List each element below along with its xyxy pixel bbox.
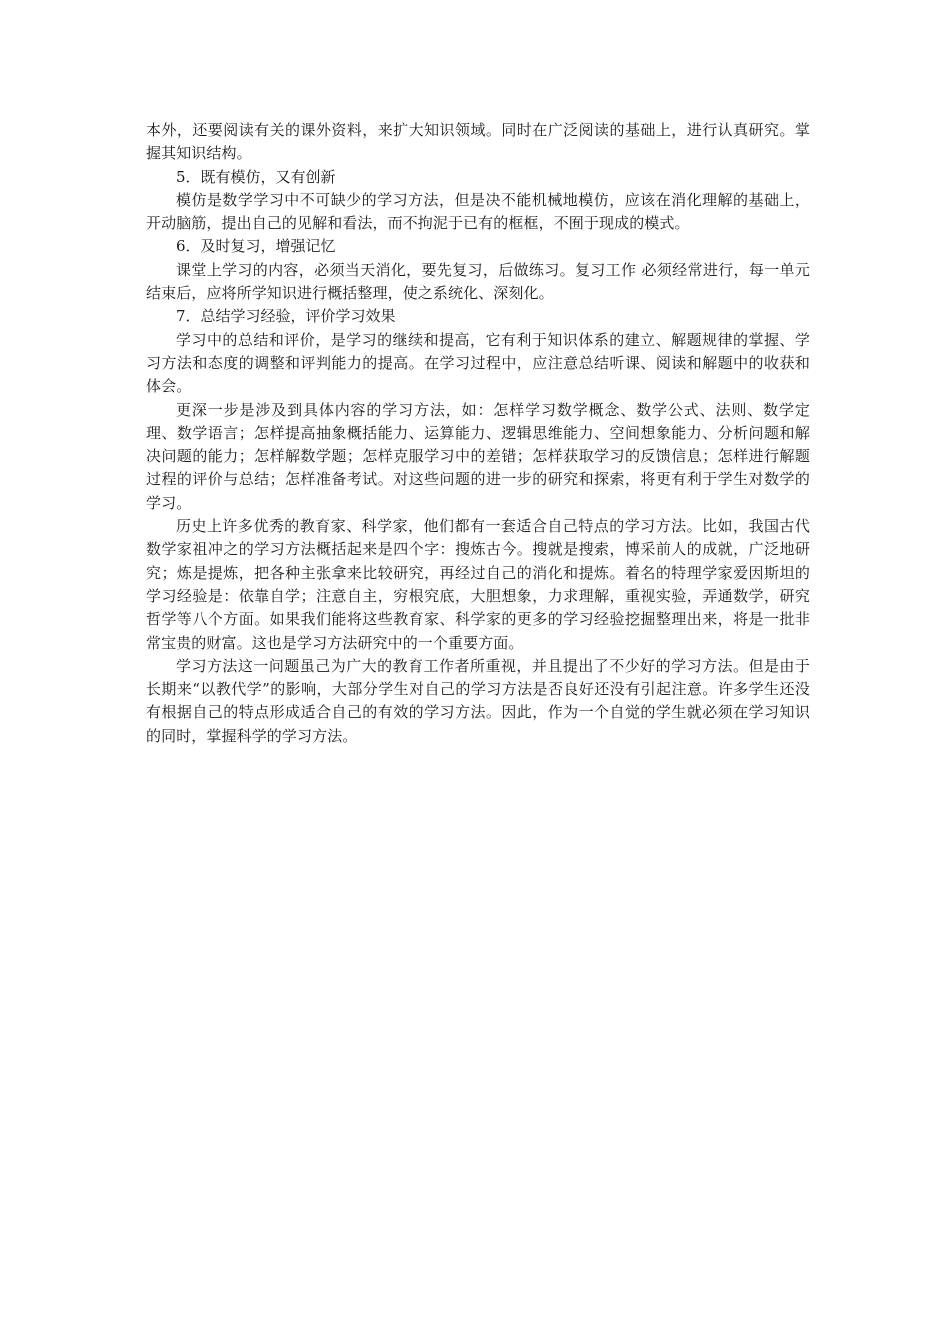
paragraph-summary: 学习中的总结和评价，是学习的继续和提高，它有利于知识体系的建立、解题规律的掌握、学习方法和态度的调整和评判能力的提高。在学习过程中，应注意总结听课、阅读和解题中的收获和体会。 [146,330,810,396]
paragraph-continued: 本外，还要阅读有关的课外资料，来扩大知识领域。同时在广泛阅读的基础上，进行认真研究。掌握其知识结构。 [146,121,810,163]
section-heading-5: 5．既有模仿，又有创新 [176,167,336,186]
paragraph-conclusion: 学习方法这一问题虽己为广大的教育工作者所重视，并且提出了不少好的学习方法。但是由于长期来“以教代学”的影响，大部分学生对自己的学习方法是否良好还没有引起注意。许多学生还没有根据自己的特点形成适合自己的有效的学习方法。因此，作为一个自觉的学生就必须在学习知识的同时，掌握科学的学习方法。 [146,656,810,745]
document-body [146,119,810,748]
section-heading-6: 6．及时复习，增强记忆 [176,237,336,256]
paragraph-imitation: 模仿是数学学习中不可缺少的学习方法，但是决不能机械地模仿，应该在消化理解的基础上，开动脑筋，提出自己的见解和看法，而不拘泥于已有的框框，不囿于现成的模式。 [146,190,810,233]
paragraph-history: 历史上许多优秀的教育家、科学家，他们都有一套适合自己特点的学习方法。比如，我国古代数学家祖冲之的学习方法概括起来是四个字：搜炼古今。搜就是搜索，博采前人的成就，广泛地研究；炼是提炼，把各种主张拿来比较研究，再经过自己的消化和提炼。着名的特理学家爱因斯坦的学习经验是：依靠自学；注意自主，穷根究底，大胆想象，力求理解，重视实验，弄通数学，研究哲学等八个方面。如果我们能将这些教育家、科学家的更多的学习经验挖掘整理出来，将是一批非常宝贵的财富。这也是学习方法研究中的一个重要方面。 [146,517,810,652]
section-heading-7: 7．总结学习经验，评价学习效果 [176,307,396,326]
paragraph-review: 课堂上学习的内容，必须当天消化，要先复习，后做练习。复习工作 必须经常进行，每一单元结束后，应将所学知识进行概括整理，使之系统化、深刻化。 [146,260,810,303]
paragraph-specific-methods: 更深一步是涉及到具体内容的学习方法，如：怎样学习数学概念、数学公式、法则、数学定理、数学语言；怎样提高抽象概括能力、运算能力、逻辑思维能力、空间想象能力、分析问题和解决问题的能力；怎样解数学题；怎样克服学习中的差错；怎样获取学习的反馈信息；怎样进行解题过程的评价与总结；怎样准备考试。对这些问题的进一步的研究和探索，将更有利于学生对数学的学习。 [146,400,810,512]
